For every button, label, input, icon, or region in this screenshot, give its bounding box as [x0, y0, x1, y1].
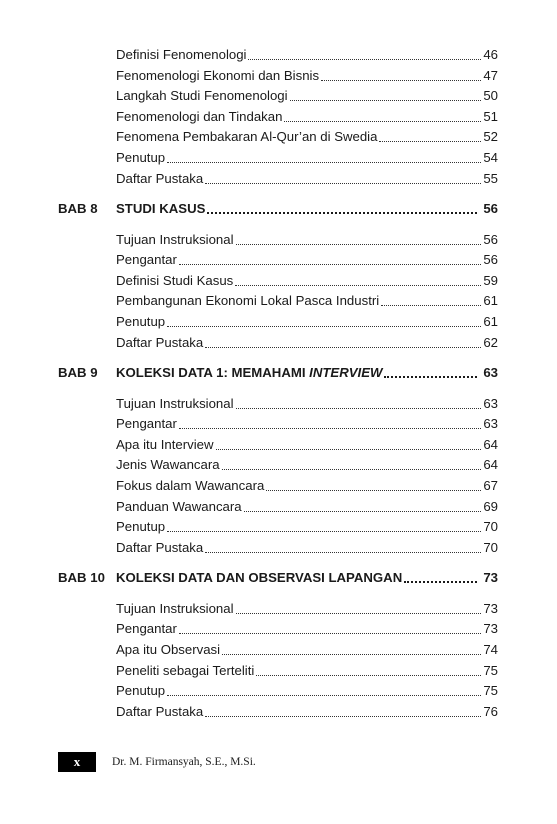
- chapter-title: [116, 365, 384, 381]
- dot-leader: [384, 376, 477, 378]
- dot-leader: [235, 285, 481, 286]
- dot-leader: [381, 305, 481, 306]
- toc-entry-title: Daftar Pustaka: [116, 334, 204, 350]
- dot-leader: [290, 100, 482, 101]
- chapter-title-text: KOLEKSI DATA 1: MEMAHAMI: [116, 364, 310, 380]
- toc-entry-page: 47: [483, 67, 498, 83]
- toc-chapter: [58, 566, 498, 586]
- dot-leader: [216, 449, 482, 450]
- toc-entry: [116, 433, 498, 453]
- chapter-title: [116, 201, 207, 217]
- dot-leader: [167, 531, 481, 532]
- toc-entry-page: 50: [483, 88, 498, 104]
- toc-entry-page: 59: [483, 272, 498, 288]
- dot-leader: [179, 428, 481, 429]
- toc-entry-title: Pembangunan Ekonomi Lokal Pasca Industri: [116, 293, 380, 309]
- toc-entry: [116, 453, 498, 473]
- chapter-page: 56: [483, 200, 498, 216]
- toc-entry-title: Tujuan Instruksional: [116, 231, 234, 247]
- toc-entry-page: 52: [483, 129, 498, 145]
- toc-entry-title: Daftar Pustaka: [116, 539, 204, 555]
- toc-entry-title: Jenis Wawancara: [116, 457, 220, 473]
- toc-entry: [116, 125, 498, 145]
- toc-entry: [116, 84, 498, 104]
- toc-entry-title: Penutup: [116, 519, 166, 535]
- toc-entry-title: Definisi Fenomenologi: [116, 47, 247, 62]
- toc-entry-page: 61: [483, 293, 498, 309]
- toc-entry: [116, 228, 498, 248]
- dot-leader: [179, 633, 481, 634]
- dot-leader: [167, 326, 481, 327]
- dot-leader: [379, 141, 481, 142]
- toc-entry: [116, 289, 498, 309]
- dot-leader: [248, 59, 481, 60]
- toc-entry-title: Daftar Pustaka: [116, 703, 204, 719]
- toc-entry-title: Pengantar: [116, 416, 177, 432]
- toc-entry: [116, 536, 498, 556]
- dot-leader: [321, 80, 481, 81]
- toc-entry-page: 61: [483, 314, 498, 329]
- page-footer: [58, 752, 256, 772]
- dot-leader: [205, 716, 481, 717]
- chapter-page: 63: [483, 364, 498, 380]
- chapter-number: BAB 8: [58, 200, 98, 216]
- toc-entry: [116, 248, 498, 268]
- toc-entry-title: Fokus dalam Wawancara: [116, 478, 265, 493]
- toc-entry-page: 51: [483, 108, 498, 124]
- toc-entry: [116, 474, 498, 494]
- toc-chapter: [58, 361, 498, 381]
- toc-entry: [116, 412, 498, 432]
- toc-entry: [116, 659, 498, 679]
- toc-entry: [116, 679, 498, 699]
- chapter-title-text: STUDI KASUS: [116, 200, 206, 216]
- toc-entry-page: 64: [483, 436, 498, 452]
- toc-entry-page: 55: [483, 170, 498, 186]
- toc-entry-page: 73: [483, 600, 498, 616]
- toc-entry: [116, 495, 498, 515]
- dot-leader: [236, 613, 482, 614]
- toc-entry-title: Tujuan Instruksional: [116, 600, 234, 616]
- toc-entry: [116, 310, 498, 330]
- toc-entry-title: Penutup: [116, 683, 166, 699]
- toc-entry-page: 64: [483, 457, 498, 473]
- dot-leader: [244, 511, 482, 512]
- toc-entry: [116, 105, 498, 125]
- toc-entry-page: 62: [483, 334, 498, 350]
- dot-leader: [236, 408, 482, 409]
- toc-entry-title: Panduan Wawancara: [116, 498, 242, 514]
- dot-leader: [167, 695, 481, 696]
- toc-entry: [116, 392, 498, 412]
- toc-entry-page: 54: [483, 150, 498, 165]
- toc-entry-title: Penutup: [116, 150, 166, 165]
- toc-entry-title: Langkah Studi Fenomenologi: [116, 88, 288, 104]
- toc-entry-page: 76: [483, 703, 498, 719]
- chapter-number: BAB 10: [58, 569, 105, 585]
- toc-entry-page: 69: [483, 498, 498, 514]
- toc-entry-title: Penutup: [116, 314, 166, 329]
- chapter-title-italic: INTERVIEW: [309, 364, 383, 380]
- toc-entry: [116, 331, 498, 351]
- toc-entry-page: 75: [483, 662, 498, 678]
- toc-entry-title: Peneliti sebagai Terteliti: [116, 662, 255, 678]
- toc-entry: [116, 515, 498, 535]
- dot-leader: [179, 264, 481, 265]
- toc-entry-page: 46: [483, 47, 498, 62]
- page-number: x: [58, 752, 96, 772]
- toc-entry-title: Fenomenologi dan Tindakan: [116, 108, 283, 124]
- toc-chapter: [58, 197, 498, 217]
- dot-leader: [167, 162, 481, 163]
- toc-entry-page: 74: [483, 642, 498, 657]
- toc-entry-page: 63: [483, 416, 498, 432]
- dot-leader: [222, 469, 482, 470]
- chapter-title: [116, 570, 404, 586]
- toc-entry: [116, 617, 498, 637]
- toc-entry-title: Fenomena Pembakaran Al-Qur’an di Swedia: [116, 129, 378, 145]
- dot-leader: [256, 675, 481, 676]
- toc-entry-title: Fenomenologi Ekonomi dan Bisnis: [116, 67, 320, 83]
- dot-leader: [404, 581, 477, 583]
- dot-leader: [205, 552, 481, 553]
- dot-leader: [207, 212, 477, 214]
- toc-entry: [116, 167, 498, 187]
- toc-entry-title: Daftar Pustaka: [116, 170, 204, 186]
- dot-leader: [205, 347, 481, 348]
- toc-entry-page: 56: [483, 252, 498, 268]
- toc-entry: [116, 64, 498, 84]
- footer-author: Dr. M. Firmansyah, S.E., M.Si.: [112, 756, 256, 768]
- dot-leader: [266, 490, 481, 491]
- toc-entry-title: Definisi Studi Kasus: [116, 272, 234, 288]
- toc-entry-title: Apa itu Observasi: [116, 642, 221, 657]
- toc-entry-title: Pengantar: [116, 252, 177, 268]
- toc-entry-page: 75: [483, 683, 498, 699]
- toc-entry-title: Pengantar: [116, 621, 177, 637]
- toc-entry: [116, 597, 498, 617]
- toc-entry-page: 56: [483, 231, 498, 247]
- dot-leader: [205, 183, 481, 184]
- toc-entry: [116, 638, 498, 658]
- toc-entry: [116, 269, 498, 289]
- chapter-title-text: KOLEKSI DATA DAN OBSERVASI LAPANGAN: [116, 569, 403, 585]
- toc-entry-page: 70: [483, 539, 498, 555]
- toc-entry-page: 67: [483, 478, 498, 493]
- toc-entry: [116, 43, 498, 63]
- toc-entry-page: 63: [483, 395, 498, 411]
- chapter-page: 73: [483, 569, 498, 585]
- toc-entry-page: 70: [483, 519, 498, 535]
- toc-entry-title: Apa itu Interview: [116, 436, 214, 452]
- toc-entry-page: 73: [483, 621, 498, 637]
- toc-entry-title: Tujuan Instruksional: [116, 395, 234, 411]
- toc-entry: [116, 700, 498, 720]
- dot-leader: [236, 244, 482, 245]
- toc-entry: [116, 146, 498, 166]
- chapter-number: BAB 9: [58, 364, 98, 380]
- dot-leader: [222, 654, 481, 655]
- dot-leader: [284, 121, 481, 122]
